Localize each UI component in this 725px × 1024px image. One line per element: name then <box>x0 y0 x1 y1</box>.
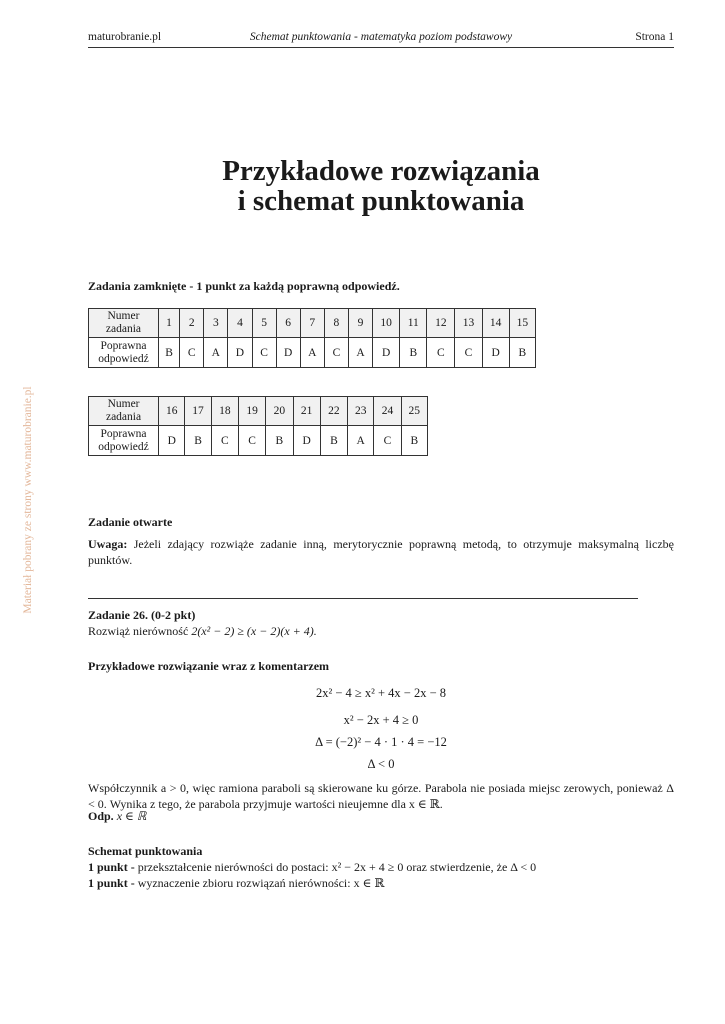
title-line-2: i schemat punktowania <box>237 185 525 217</box>
task-number-cell: 12 <box>427 309 455 338</box>
task-number-cell: 2 <box>180 309 204 338</box>
row-label-answer <box>89 426 159 456</box>
answer-cell: B <box>185 426 211 456</box>
task-number-cell: 9 <box>348 309 372 338</box>
answer-cell: A <box>204 338 228 368</box>
task-number-cell: 19 <box>238 397 265 426</box>
statement-prefix: Rozwiąż nierówność <box>88 624 192 638</box>
task-number-cell: 6 <box>276 309 300 338</box>
answer-cell: B <box>400 338 427 368</box>
table-row-numbers <box>89 397 428 426</box>
answer-cell: B <box>266 426 293 456</box>
label-line: Numer <box>107 398 140 410</box>
task-number-cell: 15 <box>509 309 535 338</box>
task-number-cell: 20 <box>266 397 293 426</box>
section-divider <box>88 598 638 599</box>
scoring-item-1 <box>88 859 674 875</box>
label-line: odpowiedź <box>98 352 149 365</box>
row-label-number <box>89 397 159 426</box>
task-number-cell: 23 <box>348 397 374 426</box>
task-number-cell: 8 <box>324 309 348 338</box>
answer-cell: D <box>228 338 252 368</box>
scoring-heading: Schemat punktowania <box>88 844 203 858</box>
table-row-answers <box>89 426 428 456</box>
title-line-1: Przykładowe rozwiązania <box>222 155 540 187</box>
answer-cell: B <box>320 426 347 456</box>
task-number-cell: 5 <box>252 309 276 338</box>
task-number-cell: 7 <box>300 309 324 338</box>
answer-cell: C <box>427 338 455 368</box>
solution-step-2: x² − 2x + 4 ≥ 0 <box>343 713 419 727</box>
open-task-note <box>88 536 674 568</box>
answers-table-2 <box>88 396 428 456</box>
row-label-number <box>89 309 159 338</box>
scoring-points: 1 punkt - <box>88 860 135 874</box>
scoring-item-2 <box>88 875 674 891</box>
scoring-text: przekształcenie nierówności do postaci: x² − 2x + 4 ≥ 0 oraz stwierdzenie, że Δ < 0 <box>134 860 537 874</box>
answer-cell: B <box>509 338 535 368</box>
watermark-text: Materiał pobrany ze strony www.maturobranie.pl <box>22 386 34 614</box>
solution-step-1: 2x² − 4 ≥ x² + 4x − 2x − 8 <box>315 686 447 700</box>
note-label: Uwaga: <box>88 537 128 551</box>
answer-cell: D <box>482 338 509 368</box>
header-rule <box>88 47 674 48</box>
answer-cell: A <box>348 338 372 368</box>
note-text: Jeżeli zdający rozwiąże zadanie inną, merytorycznie poprawną metodą, to otrzymuje maksymalną liczbę punktów. <box>88 537 674 567</box>
solution-comment: Współczynnik a > 0, więc ramiona paraboli są skierowane ku górze. Parabola nie posiada miejsc zerowych, ponieważ Δ < 0. Wynika z tego, że parabola przyjmuje wartości nieujemne dla x ∈ ℝ. <box>88 781 674 811</box>
closed-tasks-heading: Zadania zamknięte - 1 punkt za każdą poprawną odpowiedź. <box>88 279 400 293</box>
label-line: odpowiedź <box>98 440 149 453</box>
answer-label: Odp. <box>88 809 114 823</box>
answer-cell: D <box>373 338 400 368</box>
answer-value: x ∈ ℝ <box>113 809 147 823</box>
task-number-cell: 22 <box>320 397 347 426</box>
task-number-cell: 14 <box>482 309 509 338</box>
solution-answer <box>88 808 674 824</box>
scoring-text: wyznaczenie zbioru rozwiązań nierówności: x ∈ ℝ <box>134 876 385 890</box>
answer-cell: C <box>252 338 276 368</box>
answer-cell: C <box>455 338 482 368</box>
solution-step-4: Δ < 0 <box>367 757 395 771</box>
statement-math: 2(x² − 2) ≥ (x − 2)(x + 4). <box>191 624 317 638</box>
task-number-cell: 21 <box>293 397 320 426</box>
answer-cell: C <box>211 426 238 456</box>
answer-cell: C <box>374 426 401 456</box>
label-line: Numer <box>107 310 140 322</box>
solution-heading: Przykładowe rozwiązanie wraz z komentarzem <box>88 659 330 673</box>
task-number-cell: 10 <box>373 309 400 338</box>
table-row-numbers <box>89 309 536 338</box>
header-page-number: Strona 1 <box>635 31 674 43</box>
task-26-statement <box>88 623 674 639</box>
label-line: Poprawna <box>100 339 147 352</box>
answer-cell: A <box>300 338 324 368</box>
task-number-cell: 3 <box>204 309 228 338</box>
answer-cell: B <box>158 338 179 368</box>
label-line: zadania <box>105 411 142 423</box>
label-line: zadania <box>105 323 142 335</box>
task-number-cell: 4 <box>228 309 252 338</box>
answers-table-1 <box>88 308 536 368</box>
answer-cell: C <box>238 426 265 456</box>
task-number-cell: 1 <box>158 309 179 338</box>
task-number-cell: 18 <box>211 397 238 426</box>
header-site: maturobranie.pl <box>88 31 162 43</box>
answer-cell: C <box>180 338 204 368</box>
answer-cell: D <box>159 426 185 456</box>
task-number-cell: 11 <box>400 309 427 338</box>
open-task-heading: Zadanie otwarte <box>88 515 173 529</box>
task-number-cell: 13 <box>455 309 482 338</box>
answer-cell: B <box>401 426 427 456</box>
answer-cell: C <box>324 338 348 368</box>
task-number-cell: 16 <box>159 397 185 426</box>
header-doc-title: Schemat punktowania - matematyka poziom podstawowy <box>249 31 513 43</box>
page-title <box>88 156 674 216</box>
row-label-answer <box>89 338 159 368</box>
task-number-cell: 25 <box>401 397 427 426</box>
task-26-heading: Zadanie 26. (0-2 pkt) <box>88 608 196 622</box>
scoring-points: 1 punkt - <box>88 876 135 890</box>
solution-step-3: Δ = (−2)² − 4 · 1 · 4 = −12 <box>315 735 447 749</box>
answer-cell: D <box>276 338 300 368</box>
page-header <box>88 31 674 47</box>
table-row-answers <box>89 338 536 368</box>
task-number-cell: 17 <box>185 397 211 426</box>
answer-cell: A <box>348 426 374 456</box>
task-number-cell: 24 <box>374 397 401 426</box>
answer-cell: D <box>293 426 320 456</box>
label-line: Poprawna <box>100 427 147 440</box>
